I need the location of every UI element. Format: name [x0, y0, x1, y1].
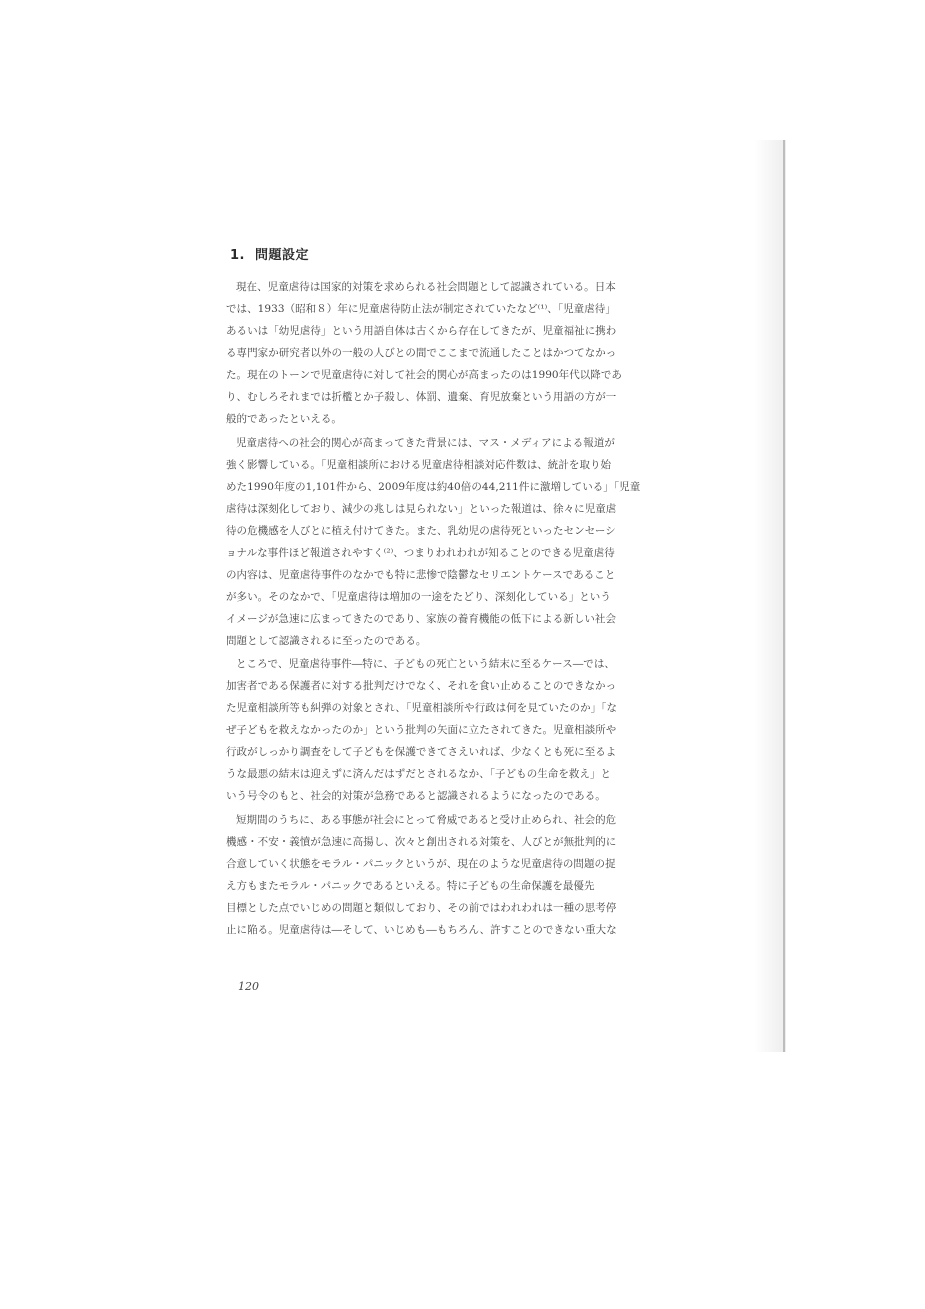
- text-line: 目標とした点でいじめの問題と類似しており、その前ではわれわれは一種の思考停: [226, 901, 617, 914]
- text-line: ところで、児童虐待事件―特に、子どもの死亡という結末に至るケース―では、: [236, 658, 615, 670]
- text-line: 強く影響している。「児童相談所における児童虐待相談対応件数は、統計を取り始: [226, 458, 612, 471]
- paragraph: [226, 653, 696, 807]
- book-page: [226, 240, 696, 1000]
- page-number: 120: [238, 980, 259, 993]
- paragraph: [226, 432, 696, 652]
- section-heading: [230, 244, 309, 263]
- section-number: 1.: [230, 248, 245, 263]
- text-line: 合意していく状態をモラル・パニックというが、現在のような児童虐待の問題の捉: [226, 857, 616, 870]
- text-line: が多い。そのなかで、「児童虐待は増加の一途をたどり、深刻化している」という: [226, 590, 611, 603]
- text-line: 問題として認識されるに至ったのである。: [226, 634, 427, 647]
- page-edge: [783, 140, 785, 1052]
- text-line: 現在、児童虐待は国家的対策を求められる社会問題として認識されている。日本: [236, 281, 616, 293]
- text-line: ぜ子どもを救えなかったのか」という批判の矢面に立たされてきた。児童相談所や: [226, 724, 617, 736]
- text-line: り、むしろそれまでは折檻とか子殺し、体罰、遺棄、育児放棄という用語の方が一: [226, 391, 617, 403]
- text-line: 児童虐待への社会的関心が高まってきた背景には、マス・メディアによる報道が: [236, 436, 615, 449]
- text-line: うな最悪の結末は迎えずに済んだはずだとされるなか、「子どもの生命を救え」と: [226, 768, 612, 780]
- text-line: た児童相談所等も糾弾の対象とされ、「児童相談所や行政は何を見ていたのか」「な: [226, 702, 618, 714]
- text-line: あるいは「幼児虐待」という用語自体は古くから存在してきたが、児童福祉に携わ: [226, 325, 617, 337]
- text-line: 行政がしっかり調査をして子どもを保護できてさえいれば、少なくとも死に至るよ: [226, 746, 617, 758]
- body-text: [226, 276, 696, 941]
- text-line: 虐待は深刻化しており、減少の兆しは見られない」といった報道は、徐々に児童虐: [226, 502, 617, 515]
- text-line: た。現在のトーンで児童虐待に対して社会的関心が高まったのは1990年代以降であ: [226, 369, 622, 381]
- text-line: イメージが急速に広まってきたのであり、家族の養育機能の低下による新しい社会: [226, 612, 617, 625]
- paragraph: [226, 276, 696, 430]
- text-line: 加害者である保護者に対する批判だけでなく、それを食い止めることのできなかっ: [226, 680, 617, 692]
- section-title: 問題設定: [254, 248, 309, 263]
- text-line: 般的であったといえる。: [226, 413, 342, 425]
- text-line: 機感・不安・義憤が急速に高揚し、次々と創出される対策を、人びとが無批判的に: [226, 835, 617, 848]
- text-line: いう号令のもと、社会的対策が急務であると認識されるようになったのである。: [226, 790, 606, 802]
- text-line: 止に陥る。児童虐待は―そして、いじめも―もちろん、許すことのできない重大な: [226, 923, 617, 936]
- paragraph: [226, 809, 696, 941]
- text-line: る専門家か研究者以外の一般の人びとの間でここまで流通したことはかつてなかっ: [226, 347, 617, 359]
- text-line: 短期間のうちに、ある事態が社会にとって脅威であると受け止められ、社会的危: [236, 813, 617, 826]
- text-line: え方もまたモラル・パニックであるといえる。特に子どもの生命保護を最優先: [226, 879, 595, 892]
- text-line: めた1990年度の1,101件から、2009年度は約40倍の44,211件に激増している」「児童: [226, 480, 641, 493]
- text-line: ョナルな事件ほど報道されやすく⁽²⁾、つまりわれわれが知ることのできる児童虐待: [226, 546, 615, 559]
- text-line: の内容は、児童虐待事件のなかでも特に悲惨で陰鬱なセリエントケースであること: [226, 568, 616, 581]
- text-line: 待の危機感を人びとに植え付けてきた。また、乳幼児の虐待死といったセンセーシ: [226, 524, 616, 537]
- text-line: では、1933（昭和８）年に児童虐待防止法が制定されていたなど⁽¹⁾、「児童虐待」: [226, 303, 616, 315]
- page-gutter-shadow: [754, 140, 786, 1052]
